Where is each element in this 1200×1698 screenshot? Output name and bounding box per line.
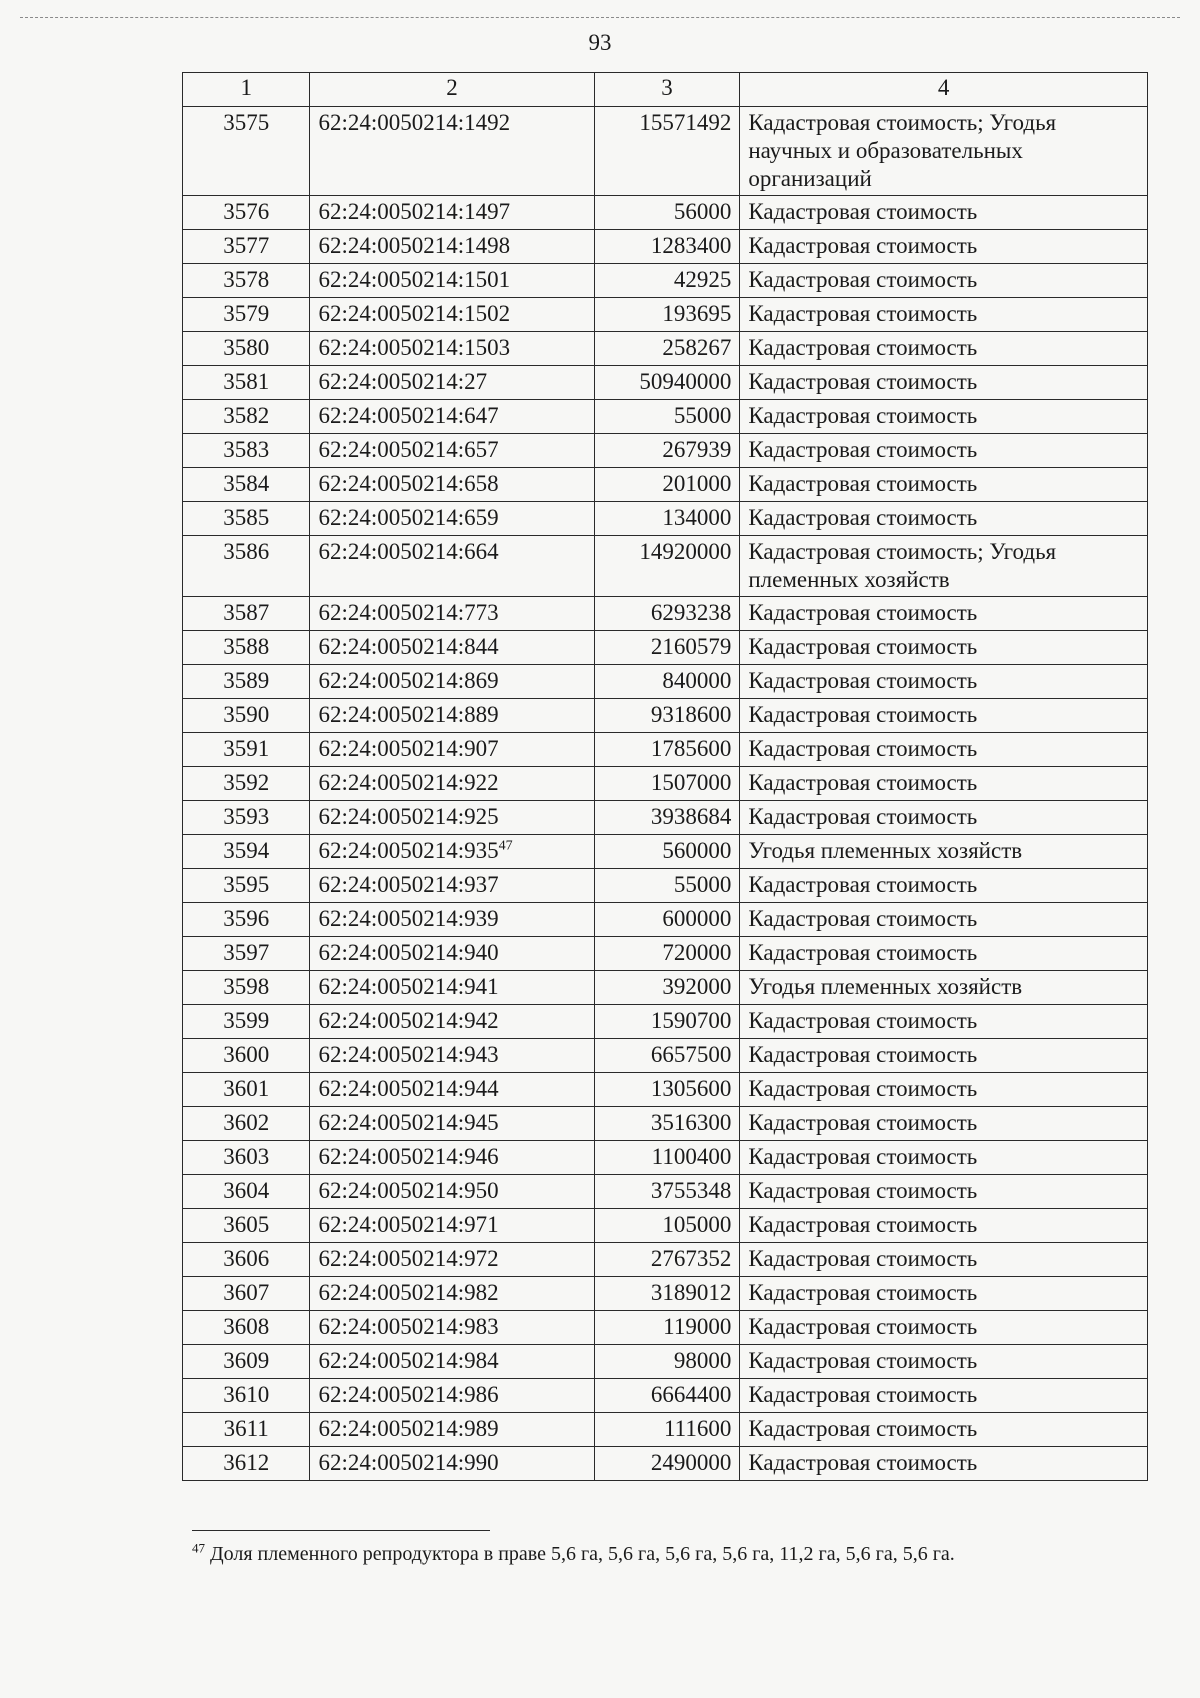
cadastral-number-cell — [310, 332, 594, 366]
value-cell: 111600 — [594, 1413, 740, 1447]
value-cell: 193695 — [594, 298, 740, 332]
cadastral-number: 62:24:0050214:950 — [318, 1178, 499, 1203]
value-cell: 1507000 — [594, 767, 740, 801]
cadastral-number-cell — [310, 597, 594, 631]
value-cell: 134000 — [594, 502, 740, 536]
basis-cell: Кадастровая стоимость — [740, 631, 1148, 665]
basis-cell: Кадастровая стоимость — [740, 733, 1148, 767]
footnote-text: Доля племенного репродуктора в праве 5,6 га, 5,6 га, 5,6 га, 5,6 га, 11,2 га, 5,6 га, 5,6 га. — [210, 1543, 955, 1565]
row-number-cell: 3593 — [183, 801, 310, 835]
basis-cell: Кадастровая стоимость — [740, 366, 1148, 400]
value-cell: 6657500 — [594, 1039, 740, 1073]
value-cell: 42925 — [594, 264, 740, 298]
cadastral-number: 62:24:0050214:935 — [318, 838, 499, 863]
table-row — [183, 597, 1148, 631]
cadastral-number: 62:24:0050214:1497 — [318, 199, 511, 224]
basis-cell: Кадастровая стоимость — [740, 1005, 1148, 1039]
cadastral-number-cell — [310, 1141, 594, 1175]
value-cell: 840000 — [594, 665, 740, 699]
value-cell: 2490000 — [594, 1447, 740, 1481]
table-row — [183, 665, 1148, 699]
table-row — [183, 1413, 1148, 1447]
cadastral-number-cell — [310, 1379, 594, 1413]
value-cell: 392000 — [594, 971, 740, 1005]
row-number-cell: 3578 — [183, 264, 310, 298]
value-cell: 14920000 — [594, 536, 740, 597]
basis-cell: Кадастровая стоимость; Угодья племенных хозяйств — [740, 536, 1148, 597]
basis-cell: Кадастровая стоимость — [740, 1209, 1148, 1243]
value-cell: 2160579 — [594, 631, 740, 665]
value-cell: 56000 — [594, 196, 740, 230]
cadastral-number-cell — [310, 1175, 594, 1209]
row-number-cell: 3585 — [183, 502, 310, 536]
table-row — [183, 1005, 1148, 1039]
basis-cell: Кадастровая стоимость — [740, 196, 1148, 230]
value-cell: 119000 — [594, 1311, 740, 1345]
basis-cell: Кадастровая стоимость — [740, 434, 1148, 468]
basis-cell: Кадастровая стоимость — [740, 869, 1148, 903]
cadastral-number: 62:24:0050214:940 — [318, 940, 499, 965]
top-scan-rule — [20, 17, 1180, 18]
value-cell: 55000 — [594, 400, 740, 434]
basis-cell: Кадастровая стоимость — [740, 332, 1148, 366]
cadastral-number-cell — [310, 971, 594, 1005]
row-number-cell: 3602 — [183, 1107, 310, 1141]
basis-cell: Кадастровая стоимость — [740, 699, 1148, 733]
table-row — [183, 937, 1148, 971]
table-header-row — [183, 73, 1148, 107]
value-cell: 600000 — [594, 903, 740, 937]
row-number-cell: 3582 — [183, 400, 310, 434]
basis-cell: Кадастровая стоимость — [740, 298, 1148, 332]
basis-cell: Кадастровая стоимость — [740, 1345, 1148, 1379]
table-row — [183, 631, 1148, 665]
cadastral-number: 62:24:0050214:1498 — [318, 233, 511, 258]
table-row — [183, 1107, 1148, 1141]
cadastral-number: 62:24:0050214:869 — [318, 668, 499, 693]
table-row — [183, 1379, 1148, 1413]
cadastral-number: 62:24:0050214:941 — [318, 974, 499, 999]
row-number-cell: 3599 — [183, 1005, 310, 1039]
row-number-cell: 3603 — [183, 1141, 310, 1175]
table-row — [183, 767, 1148, 801]
row-number-cell: 3577 — [183, 230, 310, 264]
table-row — [183, 536, 1148, 597]
basis-cell: Кадастровая стоимость — [740, 1243, 1148, 1277]
basis-cell: Кадастровая стоимость — [740, 400, 1148, 434]
cadastral-number: 62:24:0050214:664 — [318, 539, 499, 564]
table-row — [183, 1073, 1148, 1107]
cadastral-number: 62:24:0050214:27 — [318, 369, 488, 394]
cadastral-number: 62:24:0050214:971 — [318, 1212, 499, 1237]
row-number-cell: 3591 — [183, 733, 310, 767]
basis-cell: Кадастровая стоимость — [740, 767, 1148, 801]
table-row — [183, 1311, 1148, 1345]
row-number-cell: 3586 — [183, 536, 310, 597]
table-row — [183, 1209, 1148, 1243]
footnote — [192, 1540, 1092, 1568]
cadastral-number: 62:24:0050214:773 — [318, 600, 499, 625]
row-number-cell: 3610 — [183, 1379, 310, 1413]
footnote-marker: 47 — [192, 1540, 205, 1556]
cadastral-number-cell — [310, 699, 594, 733]
value-cell: 3938684 — [594, 801, 740, 835]
table-row — [183, 1141, 1148, 1175]
basis-cell: Кадастровая стоимость; Угодья научных и образовательных организаций — [740, 107, 1148, 196]
cadastral-number: 62:24:0050214:943 — [318, 1042, 499, 1067]
row-number-cell: 3597 — [183, 937, 310, 971]
cadastral-number-cell — [310, 230, 594, 264]
column-header-2: 2 — [310, 73, 594, 107]
cadastral-number: 62:24:0050214:942 — [318, 1008, 499, 1033]
row-number-cell: 3576 — [183, 196, 310, 230]
row-number-cell: 3608 — [183, 1311, 310, 1345]
row-number-cell: 3611 — [183, 1413, 310, 1447]
cadastral-number-cell — [310, 536, 594, 597]
table-row — [183, 1243, 1148, 1277]
basis-cell: Кадастровая стоимость — [740, 1277, 1148, 1311]
row-number-cell: 3594 — [183, 835, 310, 869]
cadastral-number-cell — [310, 366, 594, 400]
row-number-cell: 3606 — [183, 1243, 310, 1277]
page-number: 93 — [588, 30, 612, 55]
table-row — [183, 1345, 1148, 1379]
row-number-cell: 3579 — [183, 298, 310, 332]
cadastral-number: 62:24:0050214:986 — [318, 1382, 499, 1407]
cadastral-number-cell — [310, 801, 594, 835]
cadastral-number-cell — [310, 835, 594, 869]
row-number-cell: 3575 — [183, 107, 310, 196]
row-number-cell: 3605 — [183, 1209, 310, 1243]
cadastral-number-cell — [310, 1277, 594, 1311]
row-number-cell: 3596 — [183, 903, 310, 937]
basis-cell: Угодья племенных хозяйств — [740, 835, 1148, 869]
row-number-cell: 3600 — [183, 1039, 310, 1073]
cadastral-number-cell — [310, 298, 594, 332]
value-cell: 720000 — [594, 937, 740, 971]
cadastral-number: 62:24:0050214:1502 — [318, 301, 511, 326]
cadastral-number-cell — [310, 903, 594, 937]
basis-cell: Угодья племенных хозяйств — [740, 971, 1148, 1005]
cadastral-number-cell — [310, 767, 594, 801]
cadastral-number-cell — [310, 1039, 594, 1073]
basis-cell: Кадастровая стоимость — [740, 1379, 1148, 1413]
value-cell: 1785600 — [594, 733, 740, 767]
value-cell: 55000 — [594, 869, 740, 903]
basis-cell: Кадастровая стоимость — [740, 1107, 1148, 1141]
basis-cell: Кадастровая стоимость — [740, 1413, 1148, 1447]
basis-cell: Кадастровая стоимость — [740, 1039, 1148, 1073]
cadastral-number-cell — [310, 107, 594, 196]
cadastral-number-cell — [310, 1107, 594, 1141]
cadastral-number: 62:24:0050214:647 — [318, 403, 499, 428]
table-row — [183, 699, 1148, 733]
cadastral-number: 62:24:0050214:1501 — [318, 267, 511, 292]
cadastral-number-cell — [310, 1311, 594, 1345]
cadastral-number: 62:24:0050214:658 — [318, 471, 499, 496]
row-number-cell: 3588 — [183, 631, 310, 665]
value-cell: 560000 — [594, 835, 740, 869]
table-row — [183, 801, 1148, 835]
column-header-4: 4 — [740, 73, 1148, 107]
basis-cell: Кадастровая стоимость — [740, 1141, 1148, 1175]
row-number-cell: 3580 — [183, 332, 310, 366]
value-cell: 50940000 — [594, 366, 740, 400]
table-row — [183, 1277, 1148, 1311]
value-cell: 2767352 — [594, 1243, 740, 1277]
value-cell: 3189012 — [594, 1277, 740, 1311]
cadastral-number: 62:24:0050214:944 — [318, 1076, 499, 1101]
row-number-cell: 3590 — [183, 699, 310, 733]
value-cell: 6293238 — [594, 597, 740, 631]
basis-cell: Кадастровая стоимость — [740, 1447, 1148, 1481]
cadastral-number-cell — [310, 264, 594, 298]
cadastral-number-cell — [310, 1413, 594, 1447]
footnote-reference: 47 — [498, 838, 513, 854]
cadastral-number: 62:24:0050214:1503 — [318, 335, 511, 360]
cadastral-number: 62:24:0050214:990 — [318, 1450, 499, 1475]
cadastral-number: 62:24:0050214:937 — [318, 872, 499, 897]
basis-cell: Кадастровая стоимость — [740, 801, 1148, 835]
register-table — [182, 72, 1148, 1481]
basis-cell: Кадастровая стоимость — [740, 468, 1148, 502]
row-number-cell: 3581 — [183, 366, 310, 400]
value-cell: 105000 — [594, 1209, 740, 1243]
table-row — [183, 434, 1148, 468]
cadastral-number-cell — [310, 196, 594, 230]
table-row — [183, 468, 1148, 502]
table-row — [183, 298, 1148, 332]
basis-cell: Кадастровая стоимость — [740, 937, 1148, 971]
cadastral-number: 62:24:0050214:922 — [318, 770, 499, 795]
row-number-cell: 3598 — [183, 971, 310, 1005]
value-cell: 9318600 — [594, 699, 740, 733]
row-number-cell: 3584 — [183, 468, 310, 502]
cadastral-number-cell — [310, 631, 594, 665]
cadastral-number-cell — [310, 733, 594, 767]
value-cell: 15571492 — [594, 107, 740, 196]
cadastral-number: 62:24:0050214:989 — [318, 1416, 499, 1441]
basis-cell: Кадастровая стоимость — [740, 1073, 1148, 1107]
value-cell: 1305600 — [594, 1073, 740, 1107]
value-cell: 3516300 — [594, 1107, 740, 1141]
cadastral-number: 62:24:0050214:984 — [318, 1348, 499, 1373]
cadastral-number: 62:24:0050214:983 — [318, 1314, 499, 1339]
basis-cell: Кадастровая стоимость — [740, 502, 1148, 536]
cadastral-number: 62:24:0050214:657 — [318, 437, 499, 462]
cadastral-number-cell — [310, 869, 594, 903]
table-row — [183, 1039, 1148, 1073]
value-cell: 258267 — [594, 332, 740, 366]
cadastral-number-cell — [310, 1005, 594, 1039]
cadastral-number-cell — [310, 1243, 594, 1277]
cadastral-number-cell — [310, 937, 594, 971]
row-number-cell: 3612 — [183, 1447, 310, 1481]
value-cell: 1283400 — [594, 230, 740, 264]
table-row — [183, 835, 1148, 869]
column-header-3: 3 — [594, 73, 740, 107]
value-cell: 267939 — [594, 434, 740, 468]
basis-cell: Кадастровая стоимость — [740, 1175, 1148, 1209]
value-cell: 1100400 — [594, 1141, 740, 1175]
cadastral-number: 62:24:0050214:945 — [318, 1110, 499, 1135]
cadastral-number-cell — [310, 400, 594, 434]
basis-cell: Кадастровая стоимость — [740, 230, 1148, 264]
table-row — [183, 733, 1148, 767]
row-number-cell: 3589 — [183, 665, 310, 699]
cadastral-number-cell — [310, 665, 594, 699]
cadastral-number-cell — [310, 1447, 594, 1481]
cadastral-number-cell — [310, 1345, 594, 1379]
row-number-cell: 3595 — [183, 869, 310, 903]
value-cell: 1590700 — [594, 1005, 740, 1039]
table-row — [183, 196, 1148, 230]
table-row — [183, 1447, 1148, 1481]
table-row — [183, 332, 1148, 366]
cadastral-number-cell — [310, 468, 594, 502]
row-number-cell: 3592 — [183, 767, 310, 801]
table-row — [183, 400, 1148, 434]
cadastral-number-cell — [310, 1209, 594, 1243]
cadastral-number: 62:24:0050214:972 — [318, 1246, 499, 1271]
table-row — [183, 869, 1148, 903]
column-header-1: 1 — [183, 73, 310, 107]
row-number-cell: 3609 — [183, 1345, 310, 1379]
table-row — [183, 903, 1148, 937]
row-number-cell: 3604 — [183, 1175, 310, 1209]
basis-cell: Кадастровая стоимость — [740, 597, 1148, 631]
table-row — [183, 1175, 1148, 1209]
row-number-cell: 3583 — [183, 434, 310, 468]
cadastral-number: 62:24:0050214:659 — [318, 505, 499, 530]
table-row — [183, 230, 1148, 264]
cadastral-number-cell — [310, 1073, 594, 1107]
table-row — [183, 502, 1148, 536]
value-cell: 98000 — [594, 1345, 740, 1379]
footnote-separator — [192, 1530, 490, 1531]
cadastral-number: 62:24:0050214:907 — [318, 736, 499, 761]
table-row — [183, 107, 1148, 196]
table-row — [183, 366, 1148, 400]
value-cell: 6664400 — [594, 1379, 740, 1413]
basis-cell: Кадастровая стоимость — [740, 665, 1148, 699]
cadastral-number: 62:24:0050214:982 — [318, 1280, 499, 1305]
cadastral-number: 62:24:0050214:844 — [318, 634, 499, 659]
table-row — [183, 264, 1148, 298]
basis-cell: Кадастровая стоимость — [740, 903, 1148, 937]
cadastral-number: 62:24:0050214:1492 — [318, 110, 511, 135]
cadastral-number: 62:24:0050214:925 — [318, 804, 499, 829]
basis-cell: Кадастровая стоимость — [740, 264, 1148, 298]
cadastral-number: 62:24:0050214:889 — [318, 702, 499, 727]
basis-cell: Кадастровая стоимость — [740, 1311, 1148, 1345]
row-number-cell: 3607 — [183, 1277, 310, 1311]
cadastral-number-cell — [310, 434, 594, 468]
value-cell: 201000 — [594, 468, 740, 502]
row-number-cell: 3601 — [183, 1073, 310, 1107]
cadastral-number-cell — [310, 502, 594, 536]
cadastral-number: 62:24:0050214:946 — [318, 1144, 499, 1169]
table-row — [183, 971, 1148, 1005]
register-table-body — [183, 73, 1148, 1481]
value-cell: 3755348 — [594, 1175, 740, 1209]
row-number-cell: 3587 — [183, 597, 310, 631]
cadastral-number: 62:24:0050214:939 — [318, 906, 499, 931]
